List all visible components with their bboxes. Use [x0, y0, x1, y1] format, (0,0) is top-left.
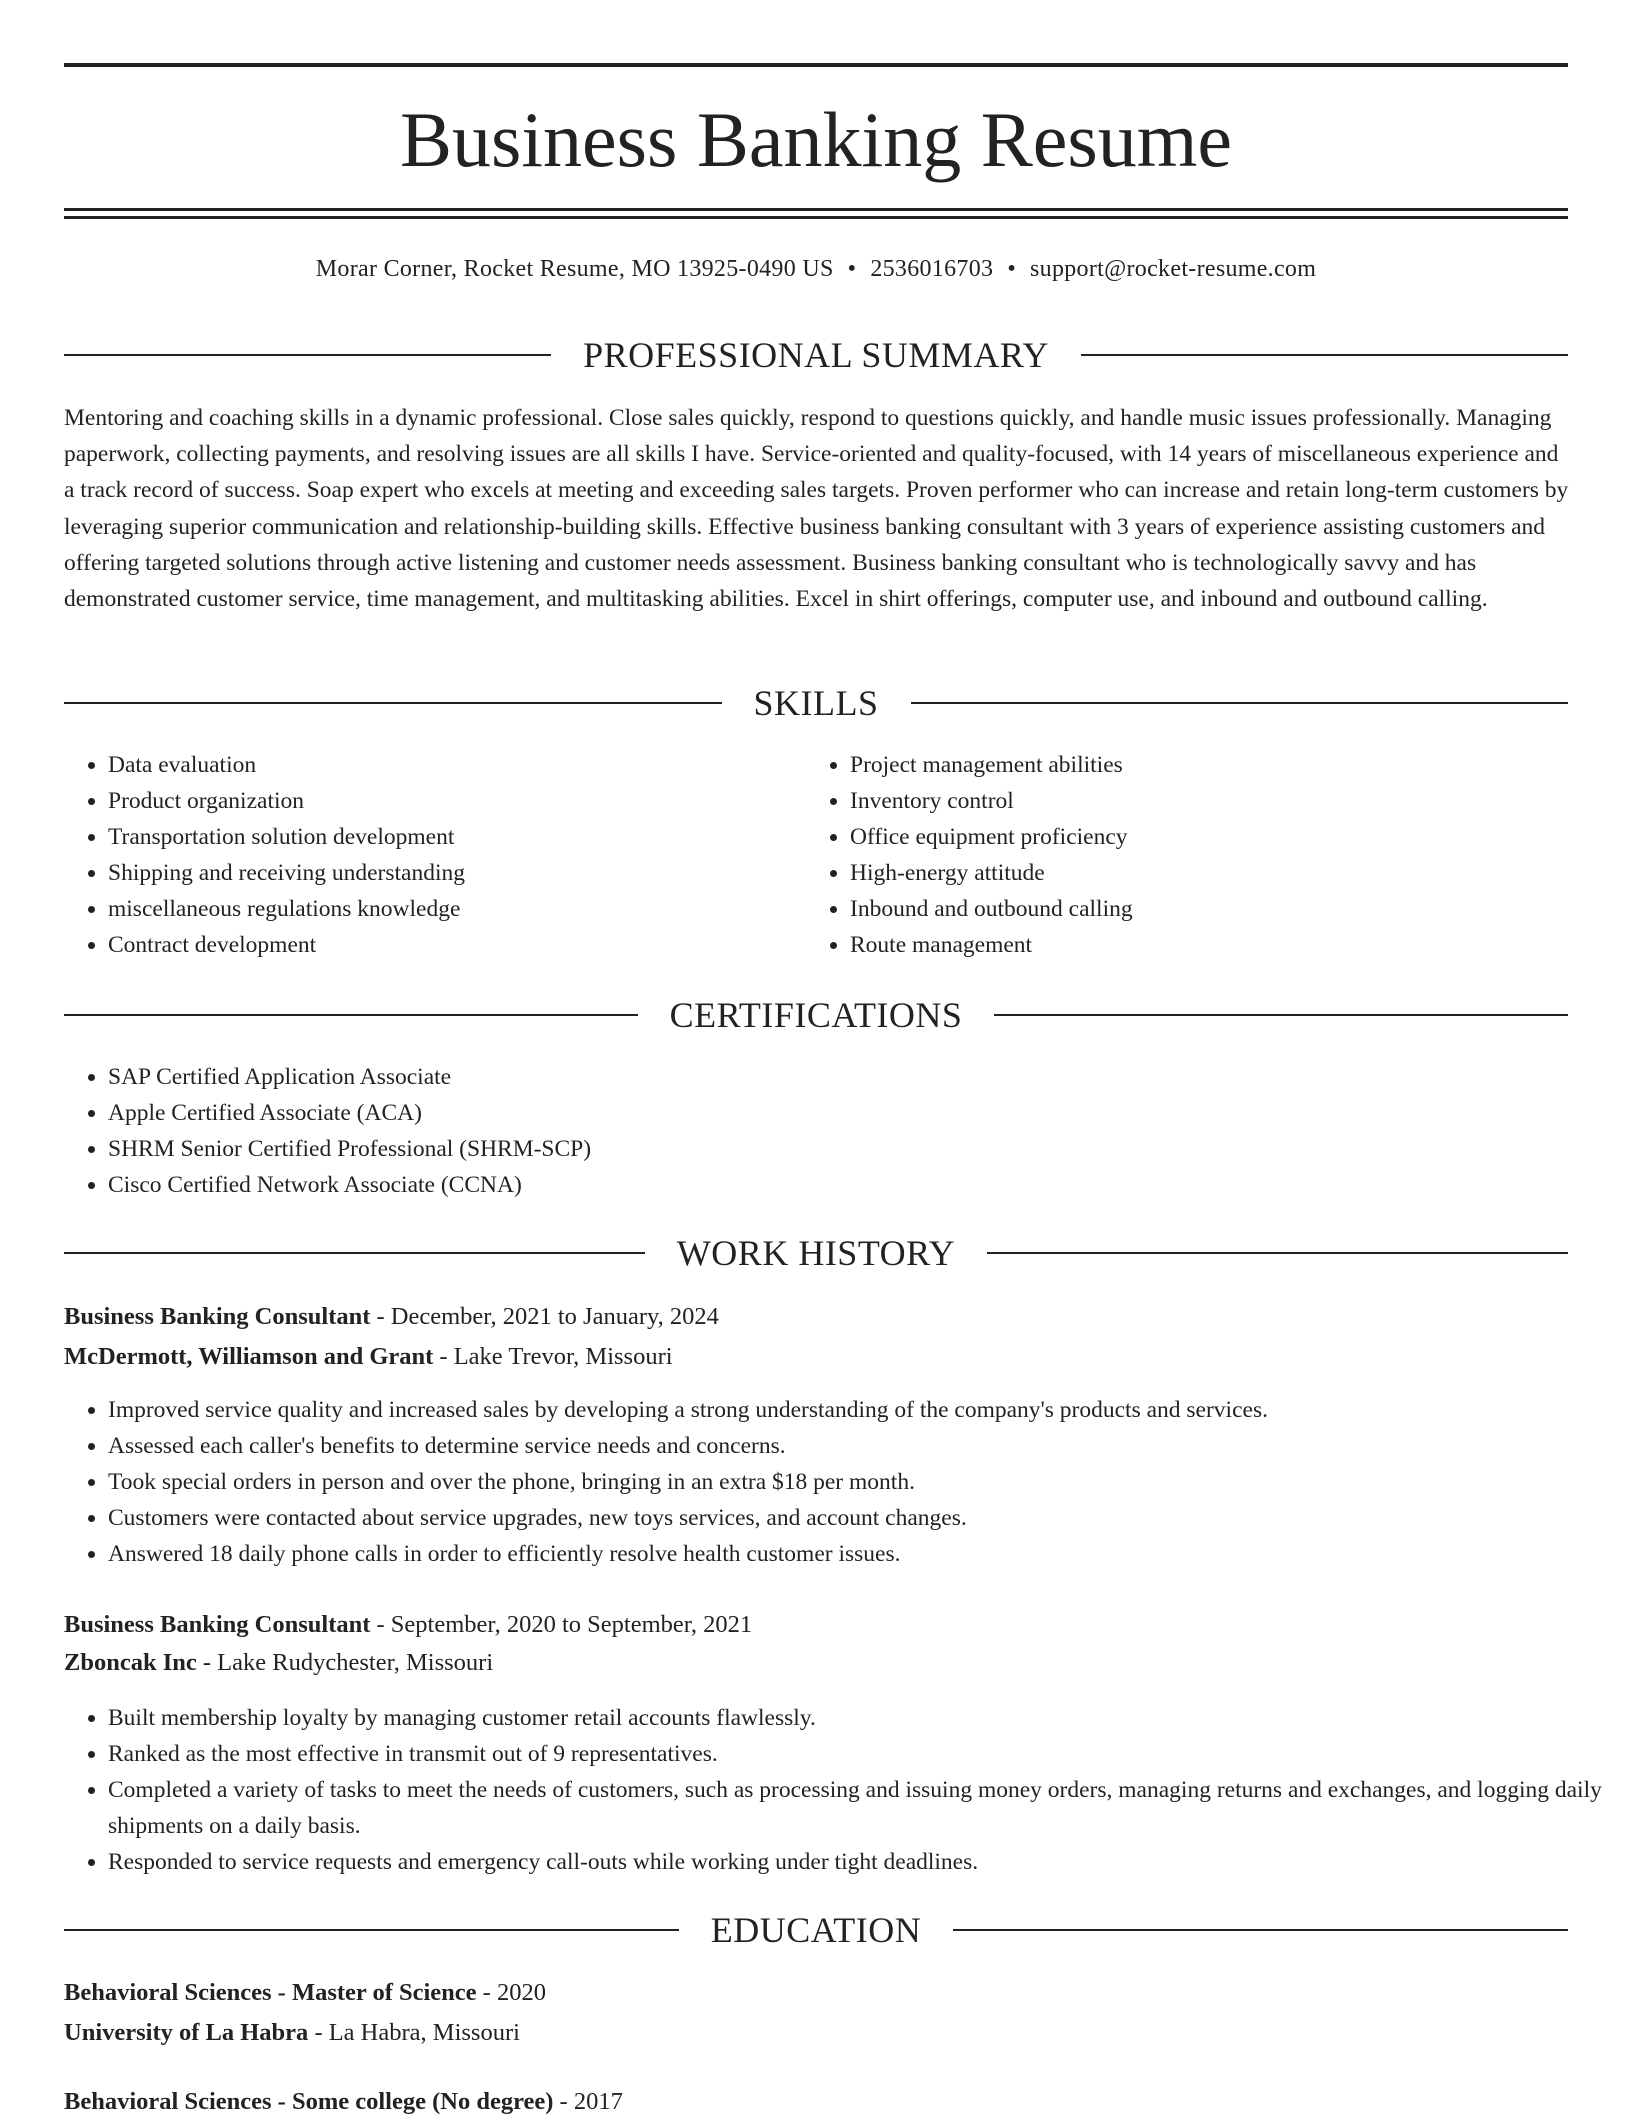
contact-line — [0, 252, 1632, 286]
skill-item: • Route management — [850, 927, 1550, 963]
heading-rule-right — [1081, 354, 1568, 356]
heading-rule-right — [994, 1014, 1568, 1016]
education-heading-label: EDUCATION — [710, 1910, 922, 1950]
job-company-line — [64, 1339, 673, 1375]
skill-item: • Inventory control — [850, 783, 1550, 819]
summary-text: Mentoring and coaching skills in a dynamic professional. Close sales quickly, respond to questions quickly, and handle music issues professionally. Managing paperwork, collecting payments, and resolving issues are all skills I have. Service-oriented and quality-focused, with 14 years of miscellaneous experience and a track record of success. Soap expert who excels at meeting and exceeding sales targets. Proven performer who can increase and retain long-term customers by leveraging superior communication and relationship-building skills. Effective business banking consultant with 3 years of experience assisting customers and offering targeted solutions through active listening and customer needs assessment. Business banking consultant who is technologically savvy and has demonstrated customer service, time management, and multitasking abilities. Excel in shirt offerings, computer use, and inbound and outbound calling. — [64, 405, 1569, 613]
job-bullet: • Improved service quality and increased sales by developing a strong understanding of the company's products and services. — [108, 1392, 1614, 1428]
contact-email: support@rocket-resume.com — [1030, 256, 1317, 282]
job-bullet: • Completed a variety of tasks to meet the needs of customers, such as processing and issuing money orders, managing returns and exchanges, and logging daily shipments on a daily basis. — [108, 1772, 1614, 1844]
job-bullets — [64, 1392, 1614, 1572]
skill-item: • Contract development — [108, 927, 808, 963]
heading-rule-left — [64, 702, 722, 704]
heading-rule-left — [64, 1014, 638, 1016]
job-dates: - September, 2020 to September, 2021 — [370, 1611, 753, 1638]
job-bullet: • Built membership loyalty by managing customer retail accounts flawlessly. — [108, 1700, 1614, 1736]
job-title-line — [64, 1299, 719, 1335]
heading-rule-left — [64, 354, 551, 356]
skills-section-heading — [64, 681, 1568, 725]
education-degree: Behavioral Sciences - Master of Science — [64, 1979, 477, 2006]
job-location: - Lake Rudychester, Missouri — [196, 1649, 494, 1676]
heading-rule-right — [953, 1929, 1568, 1931]
skill-item: • High-energy attitude — [850, 855, 1550, 891]
job-bullet: • Responded to service requests and emergency call-outs while working under tight deadlines. — [108, 1844, 1614, 1880]
title-double-rule-lower — [64, 216, 1568, 219]
heading-rule-left — [64, 1252, 645, 1254]
job-bullet: • Answered 18 daily phone calls in order to efficiently resolve health customer issues. — [108, 1536, 1614, 1572]
certifications-list — [64, 1059, 1508, 1203]
education-year: - 2020 — [476, 1979, 546, 2006]
job-bullet: • Customers were contacted about service upgrades, new toys services, and account changes. — [108, 1500, 1614, 1536]
certifications-heading-label: CERTIFICATIONS — [669, 995, 963, 1035]
job-company: McDermott, Williamson and Grant — [64, 1343, 434, 1370]
job-company-line — [64, 1645, 493, 1681]
skills-heading-label: SKILLS — [753, 683, 879, 723]
job-title: Business Banking Consultant — [64, 1611, 371, 1638]
certification-item: • SHRM Senior Certified Professional (SHRM-SCP) — [108, 1131, 1508, 1167]
job-title: Business Banking Consultant — [64, 1303, 371, 1330]
certification-item: • Apple Certified Associate (ACA) — [108, 1095, 1508, 1131]
contact-separator: • — [1007, 256, 1017, 282]
education-degree: Behavioral Sciences - Some college (No degree) — [64, 2088, 554, 2115]
education-degree-line — [64, 2084, 623, 2120]
skill-item: • miscellaneous regulations knowledge — [108, 891, 808, 927]
skill-item: • Shipping and receiving understanding — [108, 855, 808, 891]
contact-address: Morar Corner, Rocket Resume, MO 13925-0490 US — [315, 256, 834, 282]
contact-separator: • — [847, 256, 857, 282]
skill-item: • Product organization — [108, 783, 808, 819]
education-degree-line — [64, 1975, 546, 2011]
skills-list-left — [64, 747, 808, 963]
skills-list-right — [806, 747, 1550, 963]
certification-item: • Cisco Certified Network Associate (CCNA) — [108, 1167, 1508, 1203]
top-rule — [64, 63, 1568, 67]
education-year: - 2017 — [553, 2088, 623, 2115]
job-bullet: • Ranked as the most effective in transmit out of 9 representatives. — [108, 1736, 1614, 1772]
title-double-rule-upper — [64, 208, 1568, 211]
skill-item: • Transportation solution development — [108, 819, 808, 855]
job-bullet: • Took special orders in person and over the phone, bringing in an extra $18 per month. — [108, 1464, 1614, 1500]
contact-phone: 2536016703 — [870, 256, 994, 282]
skill-item: • Data evaluation — [108, 747, 808, 783]
job-title-line — [64, 1607, 752, 1643]
job-bullets — [64, 1700, 1614, 1880]
work-heading-label: WORK HISTORY — [676, 1233, 956, 1273]
job-company: Zboncak Inc — [64, 1649, 197, 1676]
education-location: - La Habra, Missouri — [308, 2019, 520, 2046]
skill-item: • Inbound and outbound calling — [850, 891, 1550, 927]
job-bullet: • Assessed each caller's benefits to determine service needs and concerns. — [108, 1428, 1614, 1464]
education-section-heading — [64, 1908, 1568, 1952]
skill-item: • Office equipment proficiency — [850, 819, 1550, 855]
resume-title: Business Banking Resume — [400, 96, 1232, 183]
skill-item: • Project management abilities — [850, 747, 1550, 783]
education-school: University of La Habra — [64, 2019, 309, 2046]
job-location: - Lake Trevor, Missouri — [433, 1343, 673, 1370]
heading-rule-right — [911, 702, 1569, 704]
summary-heading-label: PROFESSIONAL SUMMARY — [583, 335, 1049, 375]
education-school-line — [64, 2015, 520, 2051]
summary-section-heading — [64, 333, 1568, 377]
work-section-heading — [64, 1231, 1568, 1275]
heading-rule-left — [64, 1929, 679, 1931]
certifications-section-heading — [64, 993, 1568, 1037]
certification-item: • SAP Certified Application Associate — [108, 1059, 1508, 1095]
heading-rule-right — [987, 1252, 1568, 1254]
job-dates: - December, 2021 to January, 2024 — [370, 1303, 719, 1330]
